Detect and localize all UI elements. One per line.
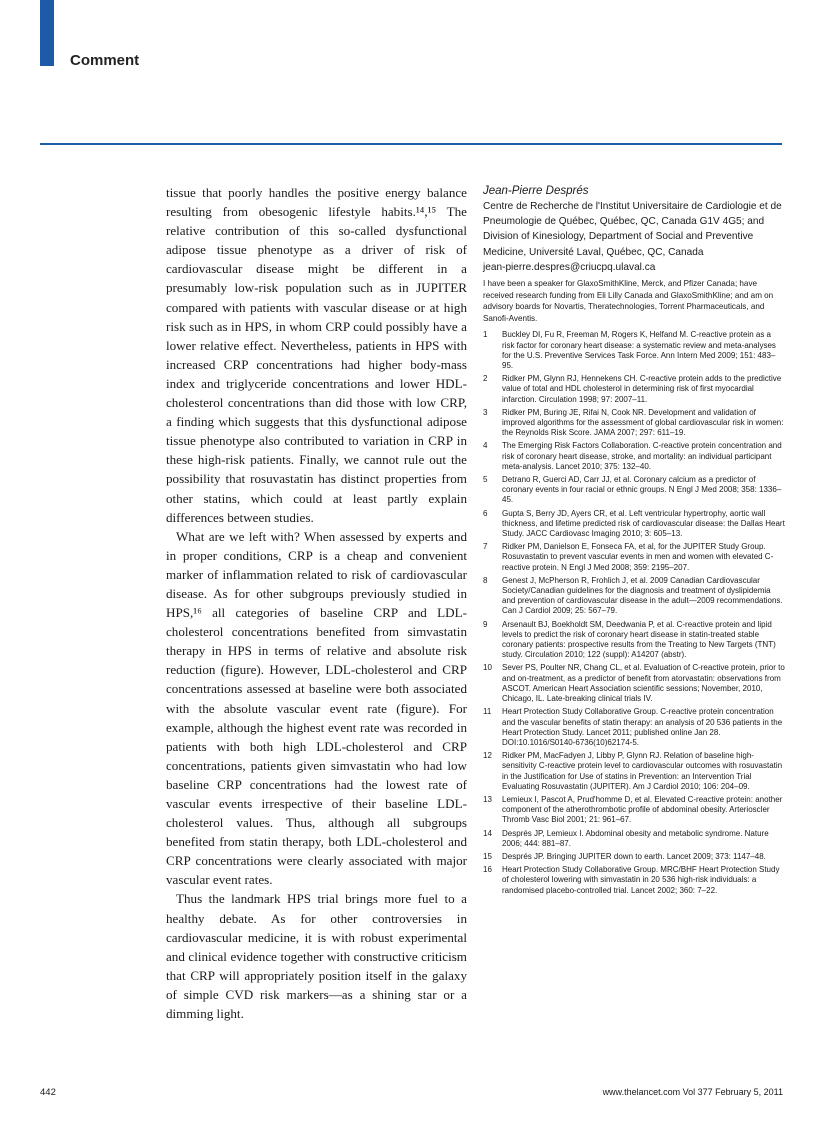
reference-number: 8 (483, 575, 488, 585)
reference-item (483, 408, 785, 439)
reference-number: 16 (483, 865, 492, 875)
reference-text: Buckley DI, Fu R, Freeman M, Rogers K, Helfand M. C-reactive protein as a risk factor for coronary heart disease: a systematic review and meta-analyses for the U.S. Preventive Services Task Force. Ann Intern Med 2009; 151: 483–95. (502, 330, 776, 370)
reference-text: The Emerging Risk Factors Collaboration. C-reactive protein concentration and risk of coronary heart disease, stroke, and mortality: an individual participant meta-analysis. Lancet 2010; 375: 132–40. (502, 441, 782, 471)
reference-item (483, 475, 785, 506)
reference-item (483, 509, 785, 540)
reference-text: Heart Protection Study Collaborative Group. C-reactive protein concentration and the vascular benefits of statin therapy: an analysis of 20 536 patients in the Heart Protection Study. Lancet 2011; published online Jan 28. DOI:10.1016/S0140-6736(10)62174-5. (502, 707, 783, 747)
reference-number: 6 (483, 508, 488, 518)
reference-item (483, 620, 785, 661)
section-color-bar (40, 0, 54, 66)
reference-item (483, 663, 785, 704)
journal-footer: www.thelancet.com Vol 377 February 5, 2011 (602, 1087, 783, 1097)
reference-number: 15 (483, 851, 492, 861)
reference-number: 9 (483, 619, 488, 629)
reference-item (483, 852, 785, 862)
reference-text: Gupta S, Berry JD, Ayers CR, et al. Left ventricular hypertrophy, aortic wall thickness, and lifetime predicted risk of cardiovascular disease: the Dallas Heart Study. JACC Cardiovasc Imaging 2010; 3: 605–13. (502, 508, 785, 539)
reference-number: 4 (483, 441, 488, 451)
reference-text: Detrano R, Guerci AD, Carr JJ, et al. Coronary calcium as a predictor of coronary events in four racial or ethnic groups. N Engl J Med 2008; 358: 1336–45. (502, 475, 782, 505)
reference-number: 13 (483, 794, 492, 804)
reference-text: Lemieux I, Pascot A, Prud'homme D, et al. Elevated C-reactive protein: another component of the atherothrombotic profile of abdominal obesity. Arterioscler Thromb Vasc Biol 2001; 21: 961–67. (502, 794, 783, 825)
body-paragraph: Thus the landmark HPS trial brings more fuel to a healthy debate. As for other controversies in cardiovascular medicine, it is with robust experimental and clinical evidence together with constructive criticism that CRP will appropriately position itself in the galaxy of simple CVD risk markers—as a shining star or a dimming light. (166, 891, 467, 1022)
conflict-disclosure: I have been a speaker for GlaxoSmithKline, Merck, and Pfizer Canada; have received research funding from Eli Lilly Canada and GlaxoSmithKline; and am on advisory boards for Novartis, Theratechnologies, Torrent Pharmaceuticals, and Sanofi-Aventis. (483, 279, 774, 323)
section-label: Comment (70, 52, 140, 69)
reference-item (483, 330, 785, 371)
reference-number: 12 (483, 751, 492, 761)
body-paragraph: What are we left with? When assessed by experts and in proper conditions, CRP is a cheap and convenient marker of inflammation related to risk of cardiovascular disease. As for other subgroups previously studied in HPS,¹⁶ all categories of baseline CRP and LDL-cholesterol concentrations benefited from simvastatin therapy in HPS in terms of relative and absolute risk reduction (figure). However, LDL-cholesterol and CRP concentrations assessed at baseline were both associated with the absolute vascular event rate (figure). For example, although the highest event rate was recorded in patients with both high LDL-cholesterol and CRP concentrations, patients given simvastatin who had low baseline CRP concentrations had the lowest rate of vascular events irrespective of their baseline LDL-cholesterol values. Thus, although all subgroups benefited from statin therapy, both LDL-cholesterol and CRP concentrations were clearly associated with major vascular event rates. (166, 528, 467, 888)
page-number: 442 (40, 1087, 56, 1098)
reference-text: Ridker PM, Buring JE, Rifai N, Cook NR. Development and validation of improved algorithms for the assessment of global cardiovascular risk in women: the Reynolds Risk Score. JAMA 2007; 297: 611–19. (502, 407, 784, 438)
reference-item (483, 865, 785, 896)
reference-text: Genest J, McPherson R, Frohlich J, et al. 2009 Canadian Cardiovascular Society/Canadian guidelines for the diagnosis and treatment of dyslipidemia and prevention of cardiovascular disease in the adult—2009 recommendations. Can J Cardiol 2009; 25: 567–79. (502, 575, 783, 616)
reference-text: Després JP. Bringing JUPITER down to earth. Lancet 2009; 373: 1147–48. (502, 851, 766, 861)
reference-number: 11 (483, 707, 492, 717)
author-affiliation: Centre de Recherche de l'Institut Universitaire de Cardiologie et de Pneumologie de Québec, Québec, QC, Canada G1V 4G5; and Division of Kinesiology, Department of Social and Preventive Medicine, Université Laval, Québec, QC, Canada (483, 201, 782, 258)
reference-number: 14 (483, 828, 492, 838)
reference-item (483, 576, 785, 617)
header-rule (40, 143, 782, 145)
reference-text: Ridker PM, MacFadyen J, Libby P, Glynn RJ. Relation of baseline high-sensitivity C-reactive protein level to cardiovascular outcomes with rosuvastatin in the Justification for Use of statins in Prevention: an Intervention Trial Evaluating Rosuvastatin (JUPITER). Am J Cardiol 2010; 106: 204–09. (502, 751, 783, 791)
reference-list (483, 330, 785, 895)
reference-number: 7 (483, 542, 488, 552)
reference-number: 2 (483, 374, 488, 384)
author-email[interactable]: jean-pierre.despres@criucpq.ulaval.ca (483, 261, 656, 273)
reference-item (483, 374, 785, 405)
reference-item (483, 751, 785, 792)
reference-text: Heart Protection Study Collaborative Group. MRC/BHF Heart Protection Study of cholesterol lowering with simvastatin in 20 536 high-risk individuals: a randomised placebo-controlled trial. Lancet 2002; 360: 7–22. (502, 865, 780, 895)
reference-item (483, 441, 785, 472)
reference-number: 10 (483, 663, 492, 673)
reference-item (483, 829, 785, 849)
reference-number: 5 (483, 475, 488, 485)
reference-number: 1 (483, 330, 488, 340)
reference-item (483, 542, 785, 573)
body-paragraph: tissue that poorly handles the positive energy balance resulting from obesogenic lifestyle habits.¹⁴,¹⁵ The relative contribution of this so-called dysfunctional adipose tissue phenotype as a driver of risk of cardiovascular disease might be different in a presumably low-risk population such as in JUPITER compared with patients with vascular disease or at high risk such as in HPS, in whom CRP could possibly have a lower relative effect. Nevertheless, patients in HPS with increased CRP concentrations had higher body-mass index and triglyceride concentrations and lower HDL-cholesterol concentrations than did those with low CRP, a finding which suggests that this dysfunctional adipose tissue phenotype also contributed to variation in CRP in these high-risk patients. Finally, we cannot rule out the possibility that rosuvastatin has distinct properties from other statins, which could at least partly explain differences between studies. (166, 185, 467, 525)
article-body (166, 183, 467, 1023)
reference-text: Ridker PM, Danielson E, Fonseca FA, et al, for the JUPITER Study Group. Rosuvastatin to prevent vascular events in men and women with elevated C-reactive protein. N Engl J Med 2008; 359: 2195–207. (502, 542, 774, 572)
reference-item (483, 795, 785, 826)
reference-item (483, 707, 785, 748)
sidebar-column (483, 183, 785, 899)
reference-text: Després JP, Lemieux I. Abdominal obesity and metabolic syndrome. Nature 2006; 444: 881–87. (502, 828, 769, 848)
reference-text: Arsenault BJ, Boekholdt SM, Deedwania P, et al. C-reactive protein and lipid levels to predict the risk of coronary heart disease in statin-treated stable coronary patients: prospective results from the Treating to New Targets (TNT) study. Circulation 2010; 122 (suppl): A14207 (abstr). (502, 619, 776, 660)
reference-text: Ridker PM, Glynn RJ, Hennekens CH. C-reactive protein adds to the predictive value of total and HDL cholesterol in determining risk of first myocardial infarction. Circulation 1998; 97: 2007–11. (502, 374, 782, 404)
author-name: Jean-Pierre Després (483, 185, 589, 197)
reference-text: Sever PS, Poulter NR, Chang CL, et al. Evaluation of C-reactive protein, prior to and on-treatment, as a predictor of benefit from atorvastatin: observations from ASCOT. American Heart Association scientific sessions; November, 2010, Chicago, IL. Late-breaking clinical trials IV. (502, 663, 785, 704)
reference-number: 3 (483, 407, 488, 417)
